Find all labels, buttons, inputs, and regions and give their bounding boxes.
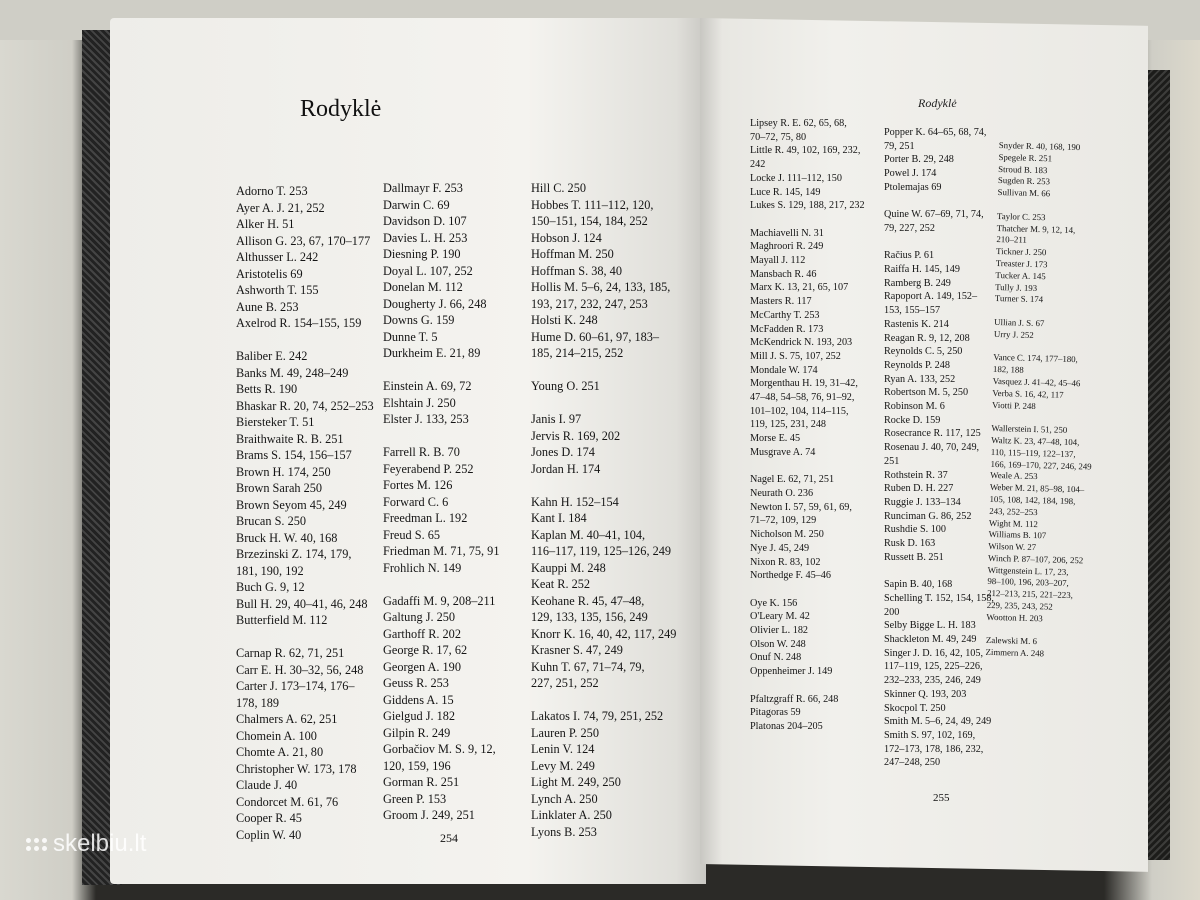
page-number-right: 255 bbox=[933, 792, 950, 804]
index-column-left-2: Dallmayr F. 253 Darwin C. 69 Davidson D. 107 Davies L. H. 253 Diesning P. 190 Doyal L. 107, 252 Donelan M. 112 Dougherty J. 66, 248 Downs G. 159 Dunne T. 5 Durkheim E. 21, 89 Einstein A. 69, 72 Elshtain J. 250 Elster J. 133, 253 Farrell R. B. 70 Feyerabend P. 252 Fortes M. 126 Forward C. 6 Freedman L. 192 Freud S. 65 Friedman M. 71, 75, 91 Frohlich N. 149 Gadaffi M. 9, 208–211 Galtung J. 250 Garthoff R. 202 George R. 17, 62 Georgen A. 190 Geuss R. 253 Giddens A. 15 Gielgud J. 182 Gilpin R. 249 Gorbačiov M. S. 9, 12, 120, 159, 196 Gorman R. 251 Green P. 153 Groom J. 249, 251 bbox=[383, 181, 500, 822]
index-title: Rodyklė bbox=[300, 96, 382, 122]
index-column-right-3: Snyder R. 40, 168, 190 Spegele R. 251 Stroud B. 183 Sugden R. 253 Sullivan M. 66 Taylor C. 253 Thatcher M. 9, 12, 14, 210–211 Tickner J. 250 Treaster J. 173 Tucker A. 145 Tully J. 193 Turner S. 174 Ullian J. S. 67 Urry J. 252 Vance C. 174, 177–180, 182, 188 Vasquez J. 41–42, 45–46 Verba S. 16, 42, 117 Viotti P. 248 Wallerstein I. 51, 250 Waltz K. 23, 47–48, 104, 110, 115–119, 122–137, 166, 169–170, 227, 246, 249 Weale A. 253 Weber M. 21, 85–98, 104– 105, 108, 142, 184, 198, 243, 252–253 Wight M. 112 Williams B. 107 Wilson W. 27 Winch P. 87–107, 206, 252 Wittgenstein L. 17, 23, 98–100, 196, 203–207, 212–213, 215, 221–223, 229, 235, 243, 252 Wootton H. 203 Zalewski M. 6 Zimmern A. 248 bbox=[985, 140, 1092, 659]
watermark-text: skelbiu.lt bbox=[53, 830, 147, 857]
page-number-left: 254 bbox=[440, 831, 458, 845]
dots-grid-icon bbox=[26, 838, 47, 851]
site-watermark bbox=[26, 830, 146, 858]
index-column-left-3: Hill C. 250 Hobbes T. 111–112, 120, 150–151, 154, 184, 252 Hobson J. 124 Hoffman M. 250 Hoffman S. 38, 40 Hollis M. 5–6, 24, 133, 185, 193, 217, 232, 247, 253 Holsti K. 248 Hume D. 60–61, 97, 183– 185, 214–215, 252 Young O. 251 Janis I. 97 Jervis R. 169, 202 Jones D. 174 Jordan H. 174 Kahn H. 152–154 Kant I. 184 Kaplan M. 40–41, 104, 116–117, 119, 125–126, 249 Kauppi M. 248 Keat R. 252 Keohane R. 45, 47–48, 129, 133, 135, 156, 249 Knorr K. 16, 40, 42, 117, 249 Krasner S. 47, 249 Kuhn T. 67, 71–74, 79, 227, 251, 252 Lakatos I. 74, 79, 251, 252 Lauren P. 250 Lenin V. 124 Levy M. 249 Light M. 249, 250 Lynch A. 250 Linklater A. 250 Lyons B. 253 bbox=[531, 181, 677, 839]
index-column-right-1: Lipsey R. E. 62, 65, 68, 70–72, 75, 80 Little R. 49, 102, 169, 232, 242 Locke J. 111–112, 150 Luce R. 145, 149 Lukes S. 129, 188, 217, 232 Machiavelli N. 31 Maghroori R. 249 Mayall J. 112 Mansbach R. 46 Marx K. 13, 21, 65, 107 Masters R. 117 McCarthy T. 253 McFadden R. 173 McKendrick N. 193, 203 Mill J. S. 75, 107, 252 Mondale W. 174 Morgenthau H. 19, 31–42, 47–48, 54–58, 76, 91–92, 101–102, 104, 114–115, 119, 125, 231, 248 Morse E. 45 Musgrave A. 74 Nagel E. 62, 71, 251 Neurath O. 236 Newton I. 57, 59, 61, 69, 71–72, 109, 129 Nicholson M. 250 Nye J. 45, 249 Nixon R. 83, 102 Northedge F. 45–46 Oye K. 156 O'Leary M. 42 Olivier L. 182 Olson W. 248 Onuf N. 248 Oppenheimer J. 149 Pfaltzgraff R. 66, 248 Pitagoras 59 Platonas 204–205 bbox=[750, 118, 865, 732]
index-column-left-1: Adorno T. 253 Ayer A. J. 21, 252 Alker H. 51 Allison G. 23, 67, 170–177 Althusser L. 242 Aristotelis 69 Ashworth T. 155 Aune B. 253 Axelrod R. 154–155, 159 Baliber E. 242 Banks M. 49, 248–249 Betts R. 190 Bhaskar R. 20, 74, 252–253 Biersteker T. 51 Braithwaite R. B. 251 Brams S. 154, 156–157 Brown H. 174, 250 Brown Sarah 250 Brown Seyom 45, 249 Brucan S. 250 Bruck H. W. 40, 168 Brzezinski Z. 174, 179, 181, 190, 192 Buch G. 9, 12 Bull H. 29, 40–41, 46, 248 Butterfield M. 112 Carnap R. 62, 71, 251 Carr E. H. 30–32, 56, 248 Carter J. 173–174, 176– 178, 189 Chalmers A. 62, 251 Chomein A. 100 Chomte A. 21, 80 Christopher W. 173, 178 Claude J. 40 Condorcet M. 61, 76 Cooper R. 45 Coplin W. 40 bbox=[236, 184, 374, 842]
index-column-right-2: Popper K. 64–65, 68, 74, 79, 251 Porter B. 29, 248 Powel J. 174 Ptolemajas 69 Quine W. 67–69, 71, 74, 79, 227, 252 Račius P. 61 Raiffa H. 145, 149 Ramberg B. 249 Rapoport A. 149, 152– 153, 155–157 Rastenis K. 214 Reagan R. 9, 12, 208 Reynolds C. 5, 250 Reynolds P. 248 Ryan A. 133, 252 Robertson M. 5, 250 Robinson M. 6 Rocke D. 159 Rosecrance R. 117, 125 Rosenau J. 40, 70, 249, 251 Rothstein R. 37 Ruben D. H. 227 Ruggie J. 133–134 Runciman G. 86, 252 Rushdie S. 100 Rusk D. 163 Russett B. 251 Sapin B. 40, 168 Schelling T. 152, 154, 158, 200 Selby Bigge L. H. 183 Shackleton M. 49, 249 Singer J. D. 16, 42, 105, 117–119, 125, 225–226, 232–233, 235, 246, 249 Skinner Q. 193, 203 Skocpol T. 250 Smith M. 5–6, 24, 49, 249 Smith S. 97, 102, 169, 172–173, 178, 186, 232, 247–248, 250 bbox=[884, 127, 994, 769]
running-head: Rodyklė bbox=[918, 96, 957, 110]
